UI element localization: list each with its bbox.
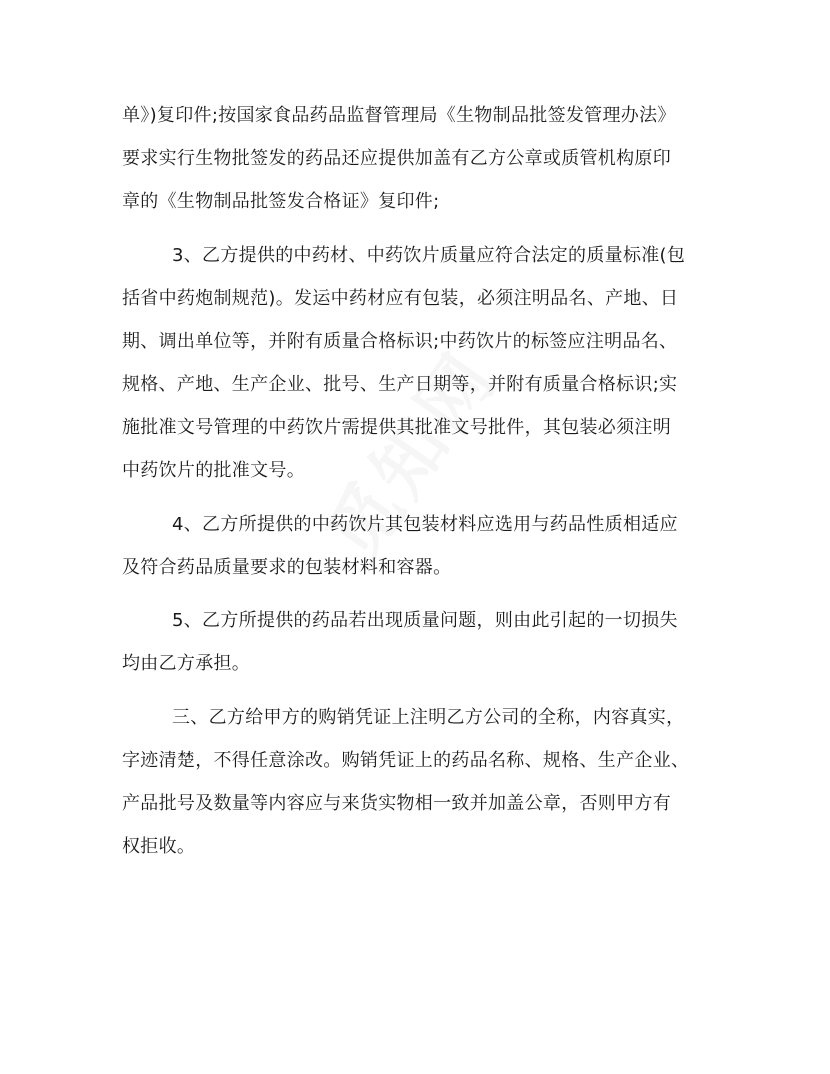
paragraph-2-line-3: 期、调出单位等，并附有质量合格标识;中药饮片的标签应注明品名、: [122, 331, 678, 352]
paragraph-2-line-4: 规格、产地、生产企业、批号、生产日期等，并附有质量合格标识;实: [122, 374, 678, 395]
paragraph-5-line-2: 字迹清楚，不得任意涂改。购销凭证上的药品名称、规格、生产企业、: [122, 750, 690, 771]
paragraph-2-line-5: 施批准文号管理的中药饮片需提供其批准文号批件，其包装必须注明: [122, 417, 671, 438]
paragraph-5-line-1: 三、乙方给甲方的购销凭证上注明乙方公司的全称，内容真实，: [172, 707, 685, 728]
paragraph-4-line-1: 5、乙方所提供的药品若出现质量问题，则由此引起的一切损失: [172, 610, 678, 631]
paragraph-2-line-2: 括省中药炮制规范)。发运中药材应有包装，必须注明品名、产地、日: [122, 288, 679, 309]
paragraph-4-line-2: 均由乙方承担。: [122, 653, 251, 674]
paragraph-1-line-2: 要求实行生物批签发的药品还应提供加盖有乙方公章或质管机构原印: [122, 148, 671, 169]
paragraph-5-line-4: 权拒收。: [122, 836, 196, 857]
paragraph-1-line-3: 章的《生物制品批签发合格证》复印件;: [122, 191, 440, 212]
paragraph-2-line-6: 中药饮片的批准文号。: [122, 460, 305, 481]
paragraph-1-line-1: 单》)复印件;按国家食品药品监督管理局《生物制品批签发管理办法》: [122, 105, 676, 126]
paragraph-2-line-1: 3、乙方提供的中药材、中药饮片质量应符合法定的质量标准(包: [172, 245, 686, 266]
paragraph-3-line-1: 4、乙方所提供的中药饮片其包装材料应选用与药品性质相适应: [172, 514, 678, 535]
watermark: [297, 326, 516, 577]
paragraph-3-line-2: 及符合药品质量要求的包装材料和容器。: [122, 557, 452, 578]
paragraph-5-line-3: 产品批号及数量等内容应与来货实物相一致并加盖公章，否则甲方有: [122, 793, 671, 814]
